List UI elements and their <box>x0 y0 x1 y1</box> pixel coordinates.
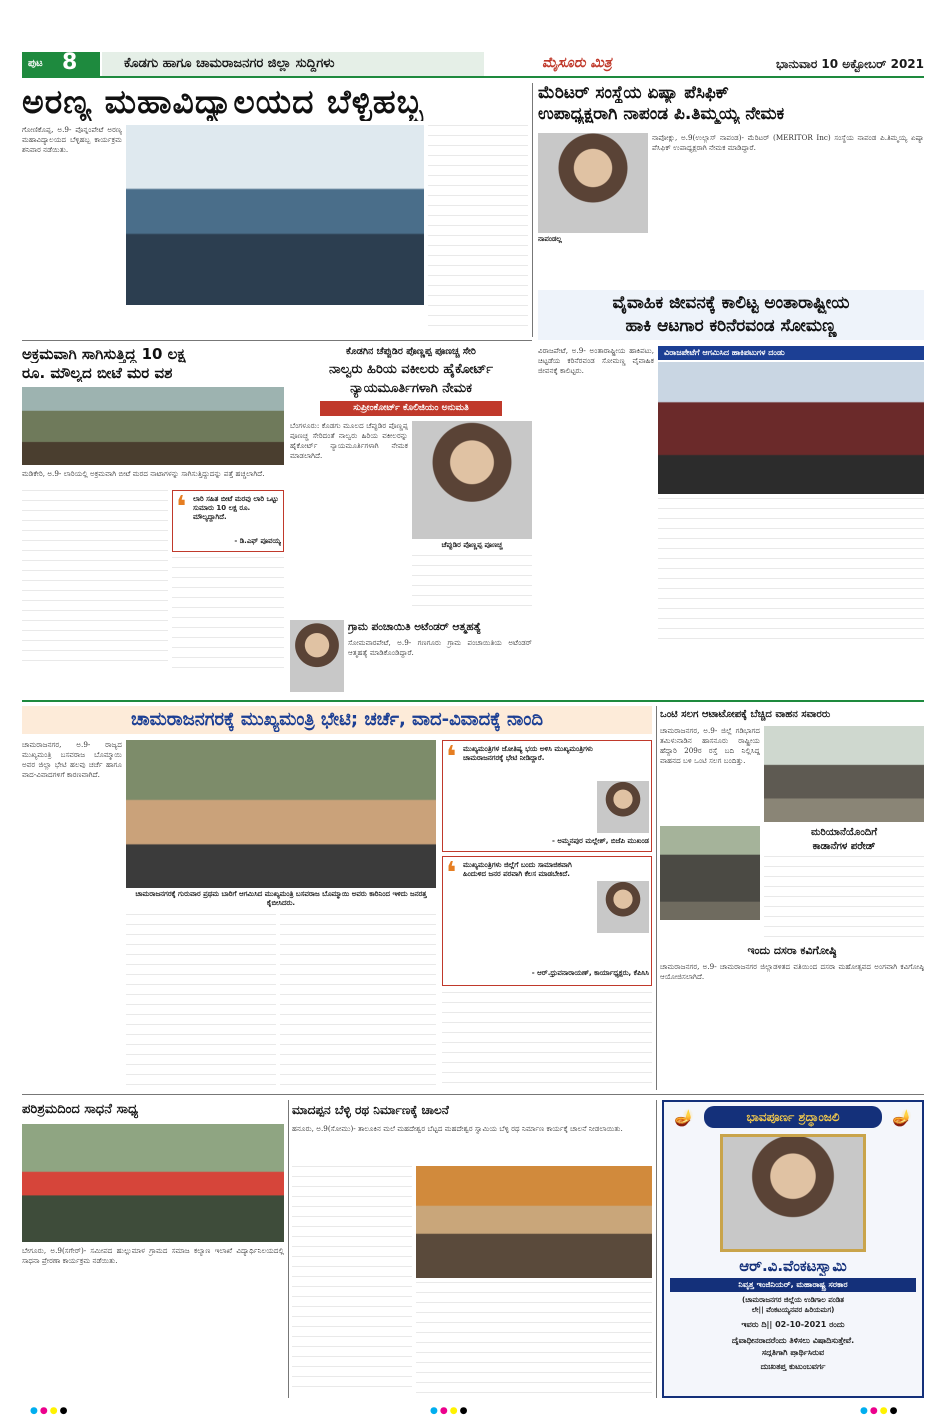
meritor-story <box>538 83 924 283</box>
silver-chariot-col-left <box>292 1166 412 1394</box>
elephant-col-right <box>764 856 924 940</box>
cm-quote-1-attr: - ಅಮ್ಮನಪುರ ಮಲ್ಲೇಶ್, ಬಿಜೆಪಿ ಮುಖಂಡ <box>552 837 649 845</box>
dasara-headline: ಇಂದು ದಸರಾ ಕವಿಗೋಷ್ಠಿ <box>747 944 837 957</box>
cm-quote-2 <box>442 856 652 986</box>
tribute-banner: ಭಾವಪೂರ್ಣ ಶ್ರದ್ಧಾಂಜಲಿ <box>704 1106 882 1128</box>
silver-chariot-col-right <box>416 1282 652 1394</box>
cm-visit-col-right <box>442 992 652 1086</box>
print-color-marks: ●●●● <box>30 1406 70 1416</box>
lawyers-headline-2: ನ್ಯಾಯಮೂರ್ತಿಗಳಾಗಿ ನೇಮಕ <box>350 381 472 396</box>
quote-mark-icon: ❛ <box>176 490 187 525</box>
cm-visit-col-mid <box>126 914 276 1086</box>
timber-col-left <box>22 490 168 670</box>
timber-col-bottom <box>172 557 284 670</box>
cm-quote-1 <box>442 740 652 852</box>
hockey-headline-2: ಹಾಕಿ ಆಟಗಾರ ಕರಿನೆರವಂಡ ಸೋಮಣ್ಣ <box>625 316 837 336</box>
timber-story <box>22 345 284 675</box>
section-rule <box>22 340 532 341</box>
meritor-headline-1: ಮೆರಿಟರ್ ಸಂಸ್ಥೆಯ ಏಷ್ಯಾ ಪೆಸಿಫಿಕ್ <box>538 83 729 103</box>
cm-visit-headline: ಚಾಮರಾಜನಗರಕ್ಕೆ ಮುಖ್ಯಮಂತ್ರಿ ಭೇಟಿ; ಚರ್ಚೆ, ವಾದ-ವಿವಾದಕ್ಕೆ ನಾಂದಿ <box>131 709 543 730</box>
issue-date: ಭಾನುವಾರ 10 ಅಕ್ಟೋಬರ್ 2021 <box>776 57 924 71</box>
tribute-family: ದುಃಖತಪ್ತ ಕುಟುಂಬವರ್ಗ <box>760 1362 826 1371</box>
silver-chariot-story <box>292 1100 652 1398</box>
page-number-badge <box>22 52 100 76</box>
section-title: ಕೊಡಗು ಹಾಗೂ ಚಾಮರಾಜನಗರ ಜಿಲ್ಲಾ ಸುದ್ದಿಗಳು <box>102 52 484 76</box>
lawyers-kicker: ಕೊಡಗಿನ ಚೆಪ್ಪುಡಿರ ಪೊಣ್ಣಪ್ಪ ಪೂಣಚ್ಚ ಸೇರಿ <box>346 346 476 357</box>
tribute-photo <box>720 1134 866 1252</box>
lawyers-headline-1: ನಾಲ್ವರು ಹಿರಿಯ ವಕೀಲರು ಹೈಕೋರ್ಟ್ <box>328 362 494 377</box>
hockey-photo-banner: ವಿರಾಜಪೇಟೆಗೆ ಆಗಮಿಸಿದ ಹಾಕಿಪಟುಗಳ ದಂಡು <box>658 346 924 360</box>
lawyers-col-right <box>412 555 532 611</box>
column-rule <box>532 83 533 337</box>
elephant-headline: ಒಂಟಿ ಸಲಗ ಆಟಾಟೋಪಕ್ಕೆ ಬೆಚ್ಚಿದ ವಾಹನ ಸವಾರರು <box>660 709 831 720</box>
lawyers-photo <box>412 421 532 539</box>
cm-quote-2-text: ಮುಖ್ಯಮಂತ್ರಿಗಳು ಜಿಲ್ಲೆಗೆ ಬಂದು ಸಾಮಾಜಿಕವಾಗಿ ಹಿಂದುಳಿದ ಜನರ ಪರವಾಗಿ ಕೆಲಸ ಮಾಡಬೇಕಿದೆ. <box>463 861 572 878</box>
cm-visit-col-mid2 <box>280 914 436 1086</box>
hockey-lead: ವಿರಾಜಪೇಟೆ, ಅ.9- ಅಂತಾರಾಷ್ಟ್ರೀಯ ಹಾಕಿಪಟು, ಚಿಟ್ಟಡೆಯ ಕರಿನೆರವಂಡ ಸೋಮಣ್ಣ ವೈವಾಹಿಕ ಜೀವನಕ್ಕೆ ಕಾಲಿಟ್ಟರು. <box>538 346 654 375</box>
meritor-lead: ನಾಪೋಕ್ಲು, ಅ.9(ಉಲ್ಲಾಸ್ ನಾಪಂಡ)- ಮೆರಿಟರ್ (MERITOR Inc) ಸಂಸ್ಥೆಯ ನಾಪಂಡ ಪಿ.ತಿಮ್ಮಯ್ಯ ಏಷ್ಯಾ ಪೆಸಿಫಿಕ್ ಉಪಾಧ್ಯಕ್ಷರಾಗಿ ನೇಮಕ ಮಾಡಿದ್ದಾರೆ. <box>652 133 924 152</box>
dasara-story <box>660 944 924 1086</box>
forest-college-lead: ಗೋಣಿಕೊಪ್ಪ, ಅ.9- ಪೊನ್ನಂಪೇಟೆ ಅರಣ್ಯ ಮಹಾವಿದ್ಯಾಲಯದ ಬೆಳ್ಳಿಹಬ್ಬ ಕಾರ್ಯಕ್ರಮ ಶನಿವಾರ ನಡೆಯಿತು. <box>22 125 122 154</box>
page-label: ಪುಟ <box>28 58 43 69</box>
forest-college-col-right <box>428 125 528 331</box>
timber-quote: ಲಾರಿ ಸಹಿತ ಬೀಟೆ ಮರವು ಲಾರಿ ಒಟ್ಟು ಸುಮಾರು 10 ಲಕ್ಷ ರೂ. ಮೌಲ್ಯದ್ದಾಗಿದೆ. <box>193 495 279 521</box>
column-rule <box>288 1100 289 1398</box>
elephant-subhead-1: ಮರಿಯಾನೆಯೊಂದಿಗೆ <box>810 827 878 838</box>
cm-visit-photo-caption: ಚಾಮರಾಜನಗರಕ್ಕೆ ಗುರುವಾರ ಪ್ರಥಮ ಬಾರಿಗೆ ಆಗಮಿಸಿದ ಮುಖ್ಯಮಂತ್ರಿ ಬಸವರಾಜ ಬೊಮ್ಮಾಯಿ ಅವರು ಕಾರಿನಿಂದ ಇಳಿದು ಜನರತ್ತ ಕೈಬೀಸಿದರು. <box>135 890 427 907</box>
lawyers-story <box>290 345 532 615</box>
cm-quote-2-attr: - ಆರ್.ಧ್ರುವನಾರಾಯಣ್, ಕಾರ್ಯಾಧ್ಯಕ್ಷರು, ಕೆಪಿಸಿಸಿ <box>531 969 649 977</box>
tribute-designation: ನಿವೃತ್ತ ಇಂಜಿನಿಯರ್, ಮಹಾರಾಷ್ಟ್ರ ಸರಕಾರ <box>670 1278 916 1292</box>
tribute-date: ಇವರು ದಿ|| 02-10-2021 ರಂದು <box>741 1320 845 1329</box>
forest-college-story <box>22 83 528 337</box>
elephant-lead: ಚಾಮರಾಜನಗರ, ಅ.9- ಜಿಲ್ಲೆ ಗಡಿಭಾಗದ ತಮಿಳುನಾಡಿನ ಹಾಸನೂರು ರಾಷ್ಟ್ರೀಯ ಹೆದ್ದಾರಿ 209ರ ರಸ್ತೆ ಬದಿ ನಿಲ್ಲಿಸಿದ್ದ ವಾಹನದ ಬಳಿ ಒಂಟಿ ಸಲಗ ಬಂದಿತ್ತು. <box>660 726 760 765</box>
timber-photo <box>22 387 284 465</box>
forest-college-photo <box>126 125 424 305</box>
lawyers-lead: ಬೆಂಗಳೂರು: ಕೊಡಗು ಮೂಲದ ಚೆಪ್ಪುಡಿರ ಪೊಣ್ಣಪ್ಪ ಪೂಣಚ್ಚ ಸೇರಿದಂತೆ ನಾಲ್ವರು ಹಿರಿಯ ವಕೀಲರನ್ನು ಹೈಕೋರ್ಟ್ ನ್ಯಾಯಮೂರ್ತಿಗಳಾಗಿ ನೇಮಕ ಮಾಡಲಾಗಿದೆ. <box>290 421 408 460</box>
page-number: 8 <box>62 50 78 75</box>
silver-chariot-photo <box>416 1166 652 1278</box>
elephant-photo-2 <box>660 826 760 920</box>
column-rule <box>656 706 657 1090</box>
timber-headline-2: ರೂ. ಮೌಲ್ಯದ ಬೀಟೆ ಮರ ವಶ <box>22 364 173 382</box>
gram-panchayat-headline: ಗ್ರಾಮ ಪಂಚಾಯಿತಿ ಅಟೆಂಡರ್ ಆತ್ಮಹತ್ಯೆ <box>348 621 482 633</box>
cm-visit-photo <box>126 740 436 888</box>
perseverance-lead: ಬೇಗೂರು, ಅ.9(ಸಗೇರ್)- ಸಮೀಪದ ಹುಲ್ಲುಮಾಳ ಗ್ರಾಮದ ಸಮಾಜ ಕಲ್ಯಾಣ ಇಲಾಖೆ ವಿದ್ಯಾರ್ಥಿನಿಲಯದಲ್ಲಿ ಸಾಧನಾ ಪ್ರೇರಣಾ ಕಾರ್ಯಕ್ರಮ ನಡೆಯಿತು. <box>22 1246 284 1265</box>
cm-quote-1-text: ಮುಖ್ಯಮಂತ್ರಿಗಳ ಜೋತಿಷ್ಯ ಭಯ ಅಳಿಸಿ ಮುಖ್ಯಮಂತ್ರಿಗಳು ಚಾಮರಾಜನಗರಕ್ಕೆ ಭೇಟಿ ನೀಡಿದ್ದಾರೆ. <box>463 745 593 762</box>
cm-visit-story <box>22 706 652 1090</box>
cm-quote-2-photo <box>597 881 649 933</box>
gram-panchayat-story <box>290 620 532 696</box>
cm-quote-1-photo <box>597 781 649 833</box>
timber-lead: ಮಡಿಕೇರಿ, ಅ.9- ಲಾರಿಯಲ್ಲಿ ಅಕ್ರಮವಾಗಿ ಬೀಟೆ ಮರದ ನಾಟಾಗಳನ್ನು ಸಾಗಿಸುತ್ತಿದ್ದುದನ್ನು ಪತ್ತೆ ಹಚ್ಚಲಾಗಿದೆ. <box>22 469 265 478</box>
silver-chariot-lead: ಹನೂರು, ಅ.9(ಸೋಮು)- ತಾಲೂಕಿನ ಮಲೆ ಮಹದೇಶ್ವರ ಬೆಟ್ಟದ ಮಹದೇಶ್ವರ ಸ್ವಾಮಿಯ ಬೆಳ್ಳಿ ರಥ ನಿರ್ಮಾಣ ಕಾರ್ಯಕ್ಕೆ ಚಾಲನೆ ನೀಡಲಾಯಿತು. <box>292 1124 623 1133</box>
elephant-subhead-2: ಕಾಡಾನೆಗಳ ಪರೇಡ್ <box>812 841 876 852</box>
lamp-icon-left: 🪔 <box>674 1108 694 1127</box>
quote-mark-icon: ❛ <box>446 856 457 891</box>
tribute-name: ಆರ್.ವಿ.ವೆಂಕಟಸ್ವಾಮಿ <box>739 1257 847 1275</box>
section-rule <box>22 700 924 702</box>
hockey-col-right <box>658 498 924 646</box>
timber-quote-box <box>172 490 284 552</box>
lawyers-subhead: ಸುಪ್ರೀಂಕೋರ್ಟ್ ಕೊಲಿಜಿಯಂ ಅನುಮತಿ <box>320 401 502 416</box>
paper-name: ಮೈಸೂರು ಮಿತ್ರ <box>542 55 612 71</box>
tribute-box <box>662 1100 924 1398</box>
lamp-icon-right: 🪔 <box>892 1108 912 1127</box>
tribute-native: (ಚಾಮರಾಜನಗರ ಜಿಲ್ಲೆಯ ಉಡಿಗಾಲ ಪಂಡಿತ <box>742 1296 844 1304</box>
print-color-marks: ●●●● <box>860 1406 900 1416</box>
section-rule <box>22 1094 924 1095</box>
cm-visit-lead: ಚಾಮರಾಜನಗರ, ಅ.9- ರಾಜ್ಯದ ಮುಖ್ಯಮಂತ್ರಿ ಬಸವರಾಜ ಬೊಮ್ಮಾಯಿ ಅವರ ಜಿಲ್ಲಾ ಭೇಟಿ ಹಲವು ಚರ್ಚೆ ಹಾಗೂ ವಾದ-ವಿವಾದಗಳಿಗೆ ಕಾರಣವಾಗಿದೆ. <box>22 740 122 779</box>
column-rule <box>656 1100 657 1398</box>
masthead <box>22 50 924 78</box>
tribute-message-1: ದೈವಾಧೀನರಾದರೆಂದು ತಿಳಿಸಲು ವಿಷಾದಿಸುತ್ತೇವೆ. <box>731 1336 855 1345</box>
hockey-headline-1: ವೈವಾಹಿಕ ಜೀವನಕ್ಕೆ ಕಾಲಿಟ್ಟ ಅಂತಾರಾಷ್ಟ್ರೀಯ <box>612 293 850 313</box>
forest-college-headline: ಅರಣ್ಯ ಮಹಾವಿದ್ಯಾಲಯದ ಬೆಳ್ಳಿಹಬ್ಬ <box>22 83 424 121</box>
lawyers-photo-caption: ಚೆಪ್ಪುಡಿರ ಪೊಣ್ಣಪ್ಪ ಪೂಣಚ್ಚ <box>441 541 503 549</box>
elephant-photo-1 <box>764 726 924 822</box>
hockey-wedding-photo <box>658 362 924 494</box>
perseverance-headline: ಪರಿಶ್ರಮದಿಂದ ಸಾಧನೆ ಸಾಧ್ಯ <box>22 1102 139 1117</box>
meritor-headline-2: ಉಪಾಧ್ಯಕ್ಷರಾಗಿ ನಾಪಂಡ ಪಿ.ತಿಮ್ಮಯ್ಯ ನೇಮಕ <box>538 104 785 124</box>
tribute-message-2: ಸದ್ಗತಿಗಾಗಿ ಪ್ರಾರ್ಥಿಸಿರುವ <box>761 1348 825 1357</box>
dasara-lead: ಚಾಮರಾಜನಗರ, ಅ.9- ಚಾಮರಾಜನಗರ ಜಿಲ್ಲಾಡಳಿತದ ವತಿಯಿಂದ ದಸರಾ ಮಹೋತ್ಸವದ ಅಂಗವಾಗಿ ಕವಿಗೋಷ್ಠಿ ಆಯೋಜಿಸಲಾಗಿದೆ. <box>660 962 924 981</box>
perseverance-photo <box>22 1124 284 1242</box>
print-color-marks: ●●●● <box>430 1406 470 1416</box>
meritor-person-photo <box>538 133 648 233</box>
gram-panchayat-photo <box>290 620 344 692</box>
tribute-native-2: ಲೇ|| ವೆಂಕಟಯ್ಯನವರ ಹಿರಿಯಮಗ) <box>751 1306 835 1314</box>
perseverance-story <box>22 1100 284 1398</box>
meritor-person-caption: ನಾಪಂಡಲ್ಲ <box>538 235 562 243</box>
silver-chariot-headline: ಮಾದಪ್ಪನ ಬೆಳ್ಳಿ ರಥ ನಿರ್ಮಾಣಕ್ಕೆ ಚಾಲನೆ <box>292 1103 449 1117</box>
gram-panchayat-lead: ಸೋಮವಾರಪೇಟೆ, ಅ.9- ಗಣಗೂರು ಗ್ರಾಮ ಪಂಚಾಯಿತಿಯ ಅಟೆಂಡರ್ ಆತ್ಮಹತ್ಯೆ ಮಾಡಿಕೊಂಡಿದ್ದಾರೆ. <box>348 638 532 657</box>
timber-headline-1: ಅಕ್ರಮವಾಗಿ ಸಾಗಿಸುತ್ತಿದ್ದ 10 ಲಕ್ಷ <box>22 345 186 363</box>
elephant-col-2 <box>660 818 760 822</box>
hockey-story <box>538 290 924 650</box>
quote-mark-icon: ❛ <box>446 740 457 775</box>
timber-quote-attr: - ಡಿ.ಎಫ್ ಪೂವಯ್ಯ <box>234 537 281 545</box>
